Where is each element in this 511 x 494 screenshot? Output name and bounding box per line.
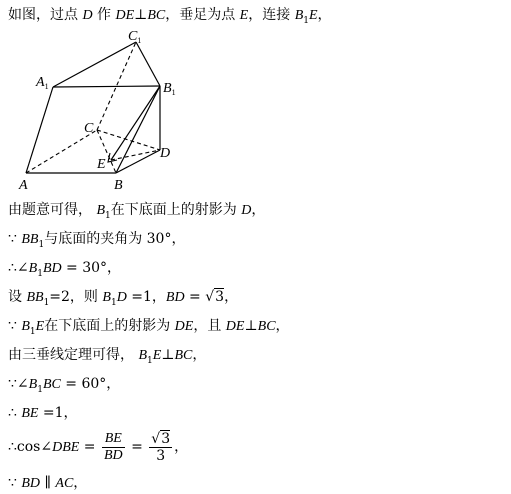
edge-ED-dashed (111, 150, 160, 160)
edge-B1E (111, 86, 160, 160)
label-B1: $B_1$ (163, 81, 176, 97)
edge-BB1 (116, 86, 160, 173)
edge-AA1 (26, 87, 53, 173)
intro-line: 如图，过点 D 作 DE⊥BC，垂足为点 E，连接 $B_1E$， (8, 7, 332, 26)
label-D: D (160, 146, 171, 161)
step-line-1: 由题意可得， $B_1$在下底面上的射影为 D， (8, 202, 266, 221)
fraction-sqrt3-3: $\frac{√3}{3}$ (151, 430, 171, 464)
step-line-8: ∴ BE =1， (8, 405, 78, 421)
edge-BD (116, 150, 160, 173)
edge-A1B1 (53, 86, 160, 87)
prism-figure (14, 30, 184, 195)
step-line-6: 由三垂线定理可得， $B_1E\perp BC$， (8, 347, 207, 366)
step-line-9: ∴cos∠DBE = $\frac{BE}{BD}$ = $\frac{√3}{3}$ ， (8, 430, 189, 464)
edge-AC-dashed (26, 130, 97, 173)
step-line-7: $\because\angle B_1BC = 60^\circ$， (8, 376, 121, 395)
step-line-3: $\therefore\angle B_1BD = 30^\circ$， (8, 260, 122, 279)
label-A1: $A_1$ (36, 75, 49, 91)
step-line-2: ∵ $BB_1$与底面的夹角为 30°， (8, 231, 186, 250)
label-E: E (97, 157, 106, 172)
step-line-5: ∵ $B_1E$在下底面上的射影为 DE，且 DE⊥BC， (8, 318, 290, 337)
step-line-10: ∵ BD ∥ AC， (8, 475, 88, 491)
label-C1: $C_1$ (128, 30, 142, 45)
fraction-BE-BD: $\frac{BE}{BD}$ (103, 430, 123, 463)
label-A: A (19, 178, 28, 193)
edge-A1C1 (53, 42, 136, 87)
label-C: C (84, 121, 94, 136)
step-line-4: 设 $BB_1=2$，则 $B_1D =1$，BD = √3， (8, 289, 239, 308)
edge-C1B1 (136, 42, 160, 86)
label-B: B (114, 178, 123, 193)
